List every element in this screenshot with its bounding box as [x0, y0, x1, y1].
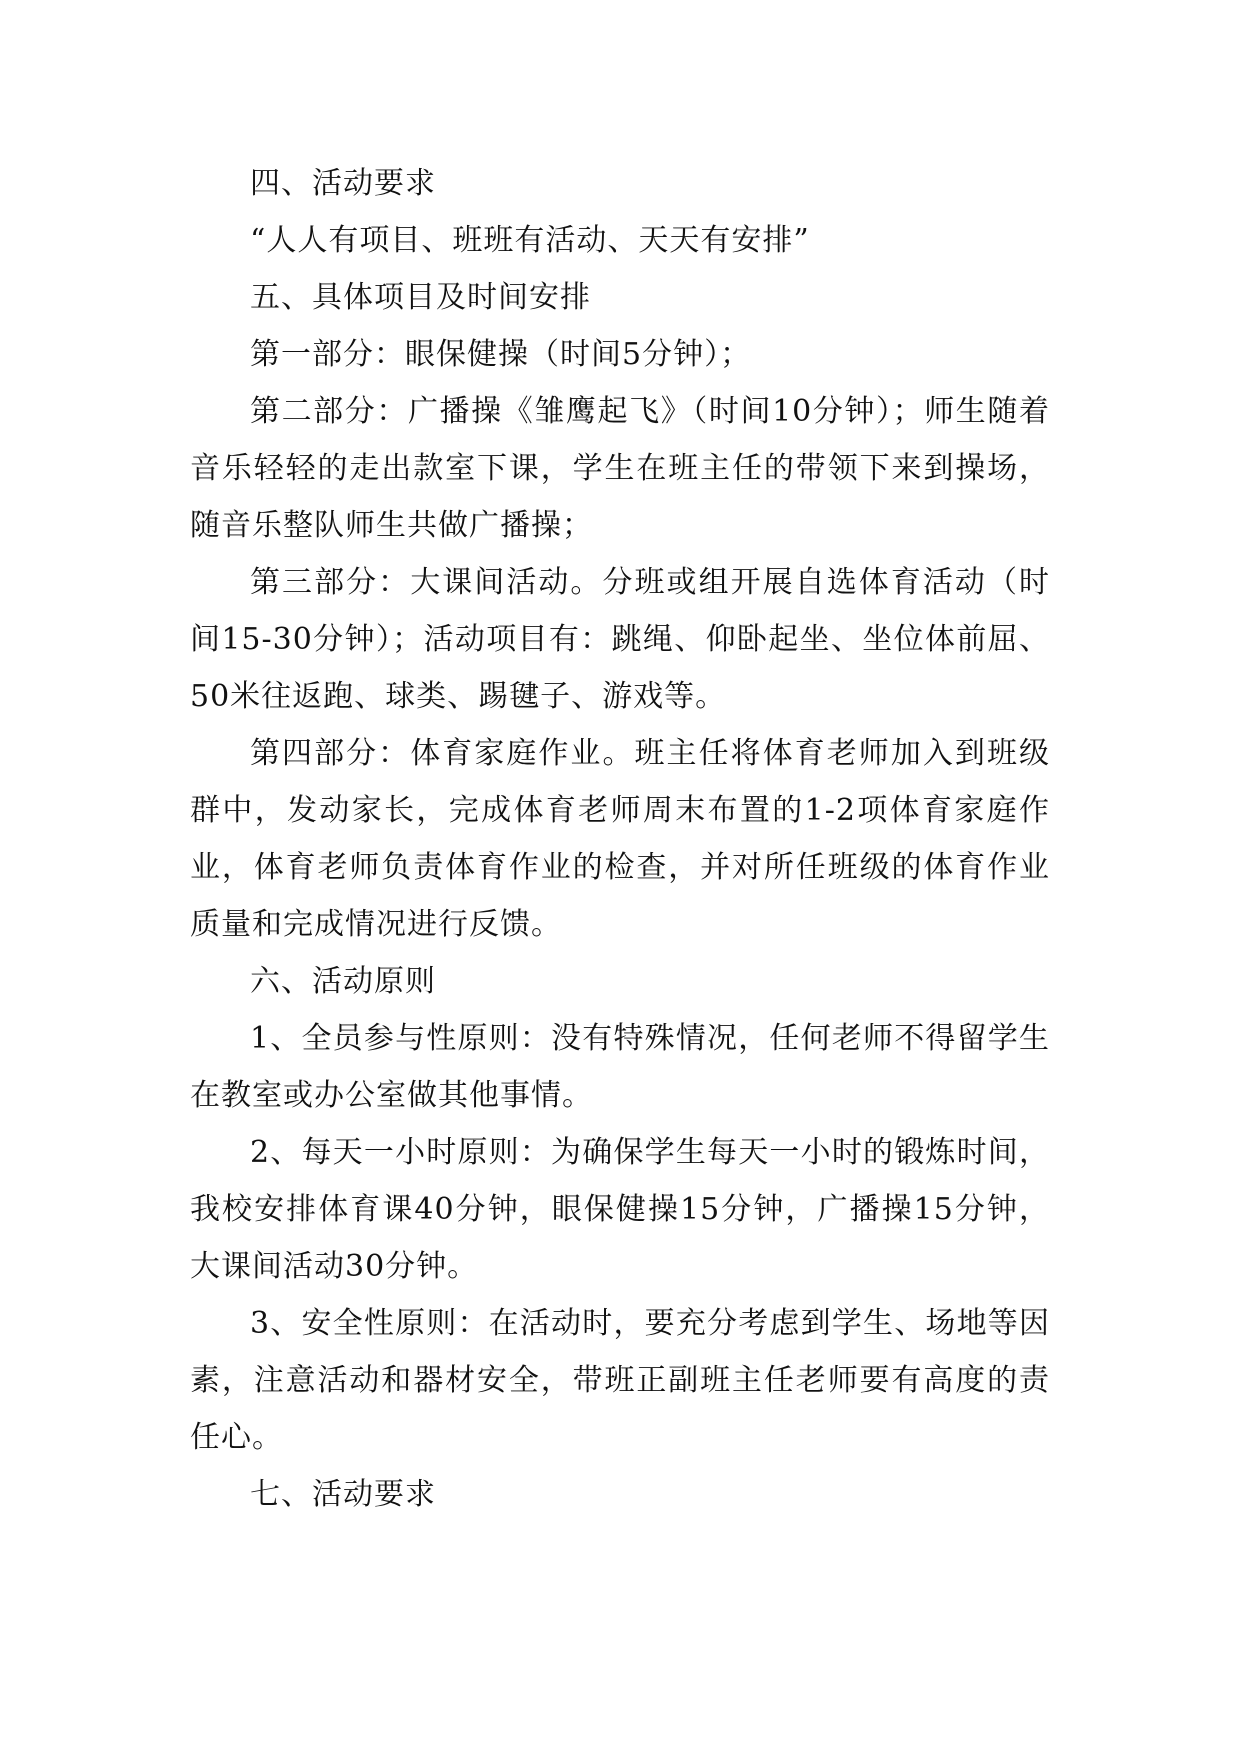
document-body: [190, 155, 1050, 1523]
heading-schedule: 五、具体项目及时间安排: [250, 280, 591, 315]
heading-principles: 六、活动原则: [250, 964, 436, 999]
heading-activity-requirements-2: 七、活动要求: [250, 1477, 436, 1512]
part-four-paragraph: 第四部分：体育家庭作业。班主任将体育老师加入到班级群中，发动家长，完成体育老师周末布置的1-2项体育家庭作业，体育老师负责体育作业的检查，并对所任班级的体育作业质量和完成情况进行反馈。: [190, 736, 1050, 942]
principle-three-paragraph: 3、安全性原则：在活动时，要充分考虑到学生、场地等因素，注意活动和器材安全，带班正副班主任老师要有高度的责任心。: [190, 1306, 1050, 1455]
part-three-paragraph: 第三部分：大课间活动。分班或组开展自选体育活动（时间15-30分钟）；活动项目有：跳绳、仰卧起坐、坐位体前屈、50米往返跑、球类、踢毽子、游戏等。: [190, 565, 1050, 714]
heading-activity-requirements: 四、活动要求: [250, 166, 436, 201]
part-two-paragraph: 第二部分：广播操《雏鹰起飞》（时间10分钟）；师生随着音乐轻轻的走出款室下课，学生在班主任的带领下来到操场，随音乐整队师生共做广播操；: [190, 394, 1050, 543]
principle-two-paragraph: 2、每天一小时原则：为确保学生每天一小时的锻炼时间，我校安排体育课40分钟，眼保健操15分钟，广播操15分钟，大课间活动30分钟。: [190, 1135, 1050, 1284]
part-one-paragraph: 第一部分：眼保健操（时间5分钟）；: [250, 337, 752, 372]
slogan-paragraph: “人人有项目、班班有活动、天天有安排”: [250, 223, 810, 258]
principle-one-paragraph: 1、全员参与性原则：没有特殊情况，任何老师不得留学生在教室或办公室做其他事情。: [190, 1021, 1050, 1113]
